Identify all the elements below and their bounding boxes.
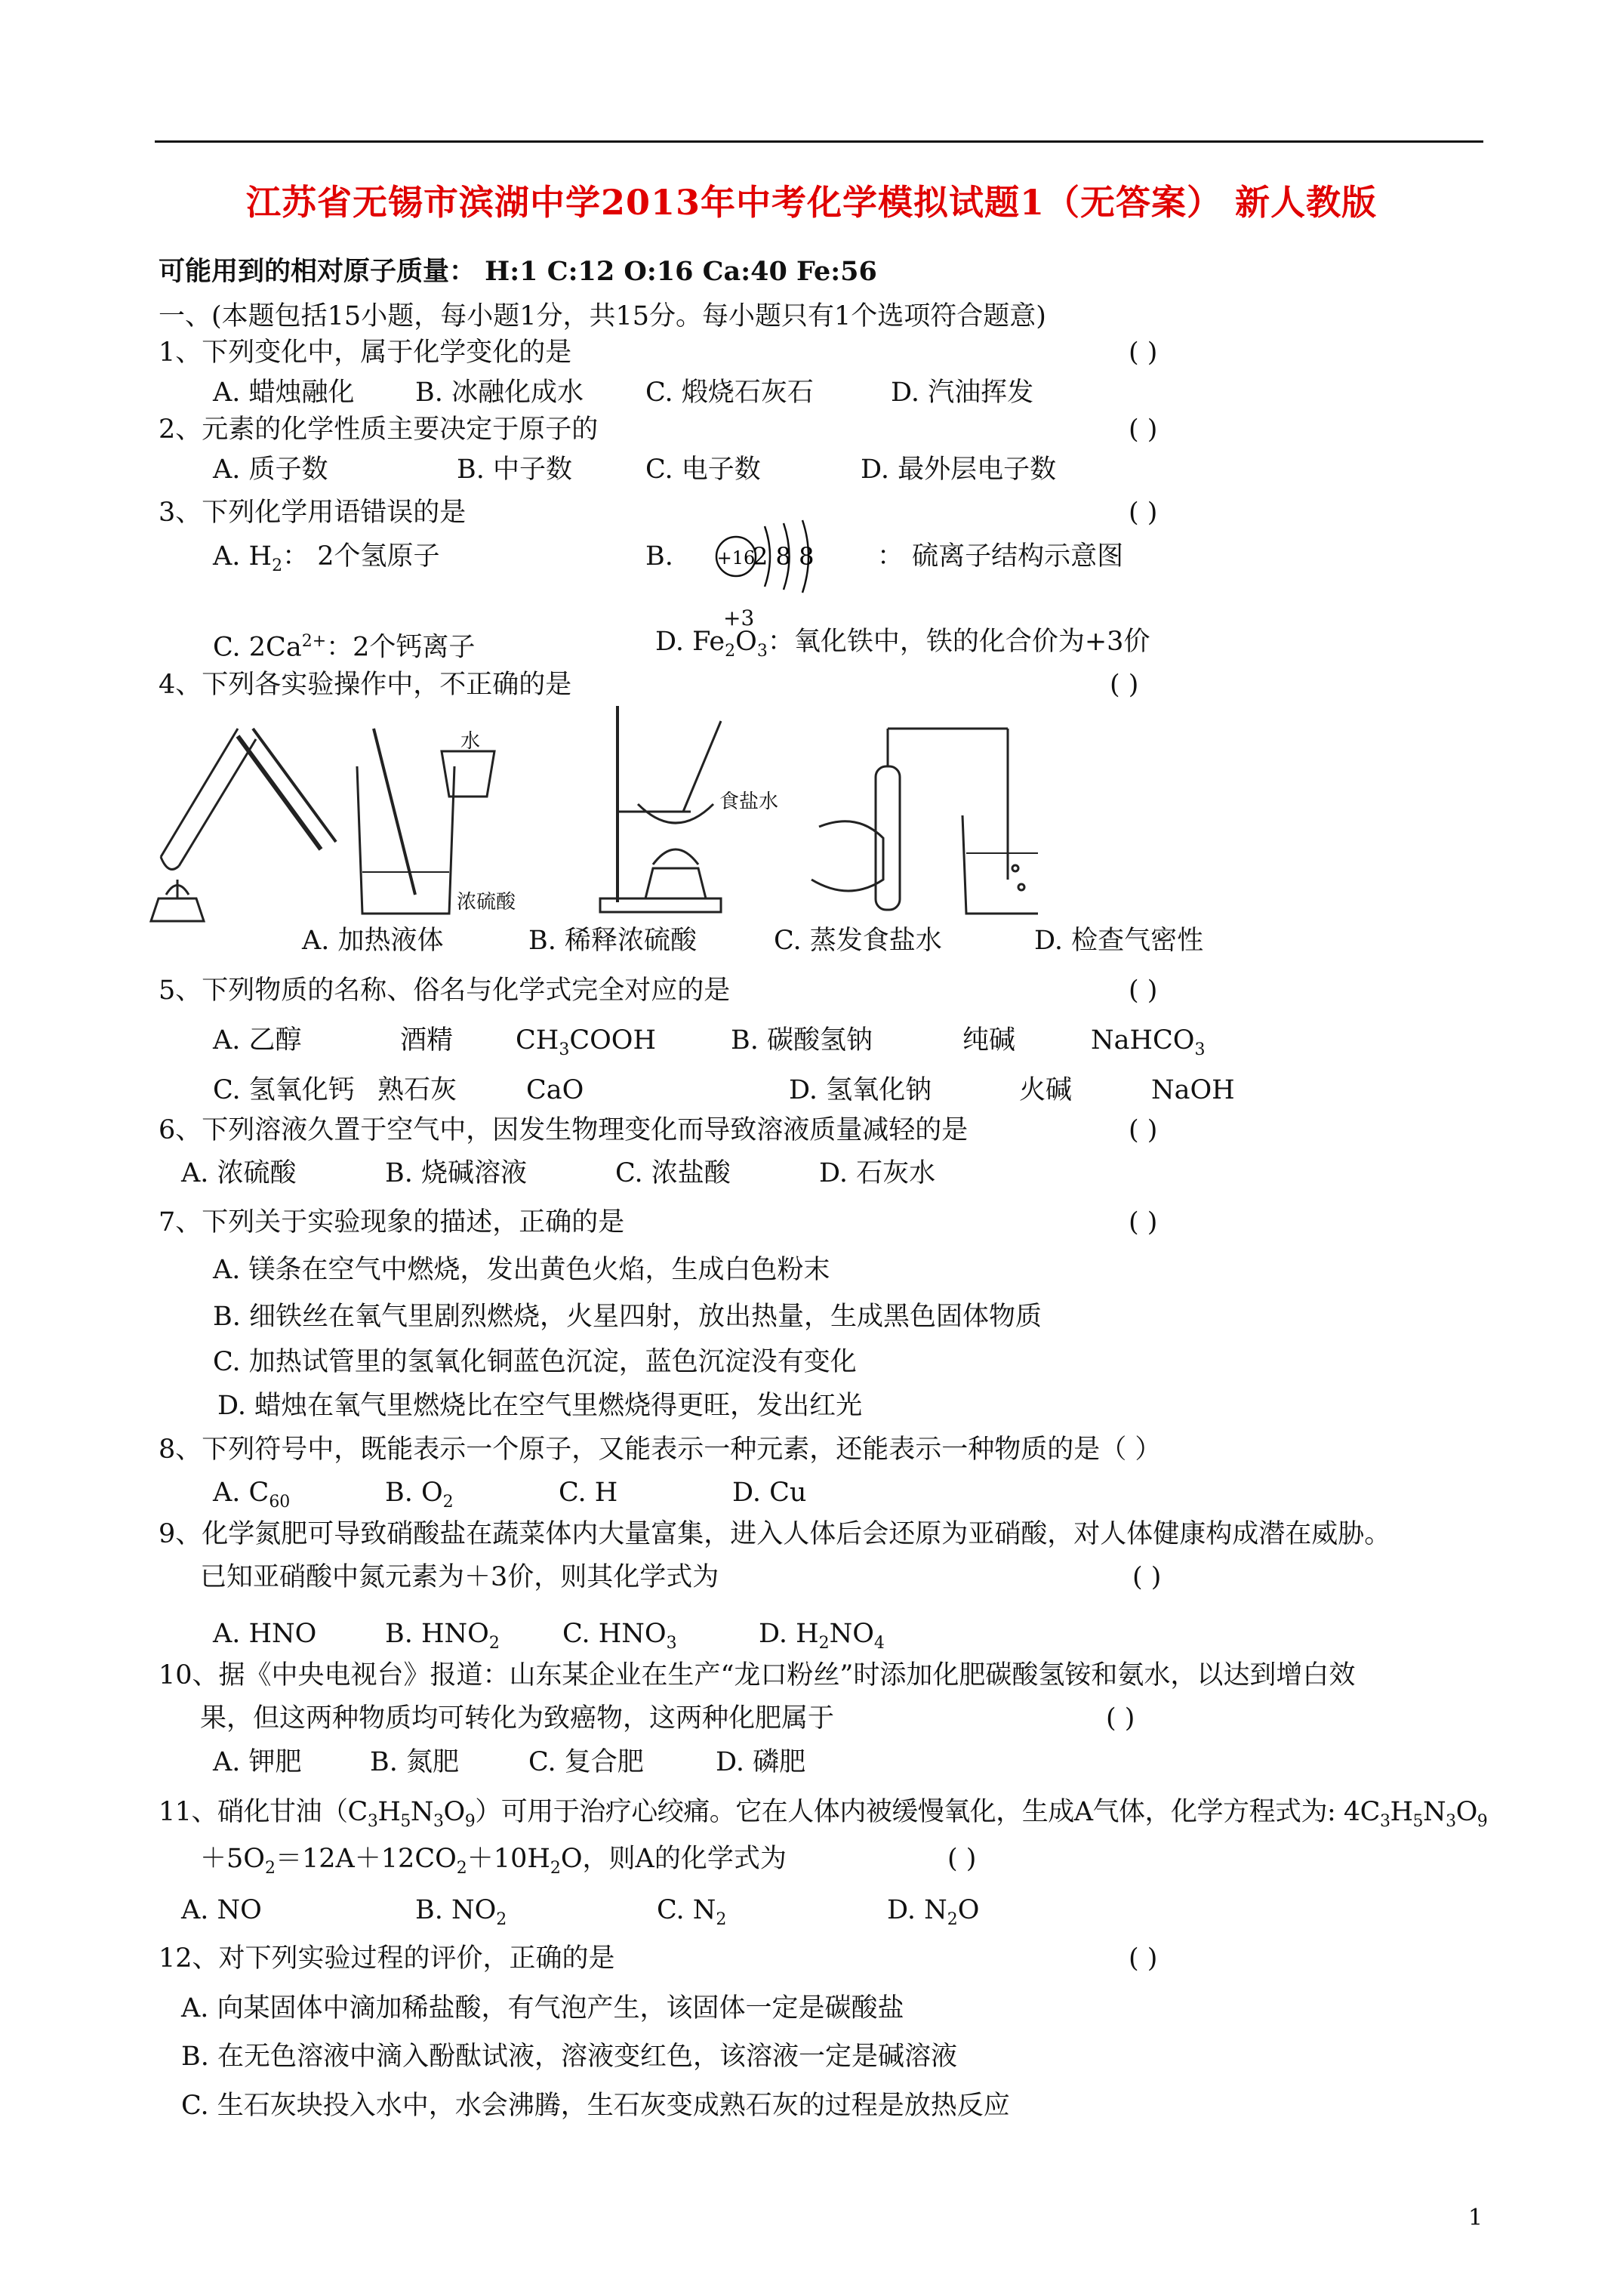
q1-option-a: A. 蜡烛融化 bbox=[213, 378, 355, 408]
q2-option-c: C. 电子数 bbox=[645, 455, 761, 485]
q9-stem-line2: 已知亚硝酸中氮元素为＋3价，则其化学式为 bbox=[200, 1562, 719, 1592]
q6-option-c: C. 浓盐酸 bbox=[615, 1158, 731, 1188]
q5-option-c-name: C. 氢氧化钙 bbox=[213, 1075, 355, 1105]
q2-stem: 2、元素的化学性质主要决定于原子的 bbox=[159, 415, 599, 445]
q7-option-a: A. 镁条在空气中燃烧，发出黄色火焰，生成白色粉末 bbox=[213, 1255, 830, 1285]
q3-option-c: C. $2Ca^{2+}$：2个钙离子 bbox=[213, 632, 476, 663]
q7-option-b: B. 细铁丝在氧气里剧烈燃烧，火星四射，放出热量，生成黑色固体物质 bbox=[213, 1302, 1042, 1332]
q12-stem: 12、对下列实验过程的评价，正确的是 bbox=[159, 1943, 615, 1974]
q3-stem: 3、下列化学用语错误的是 bbox=[159, 498, 467, 528]
q7-stem: 7、下列关于实验现象的描述，正确的是 bbox=[159, 1207, 625, 1237]
q5-option-b-formula: NaHCO$_3$ bbox=[1091, 1025, 1206, 1059]
q1-option-b: B. 冰融化成水 bbox=[415, 378, 584, 408]
q12-option-b: B. 在无色溶液中滴入酚酞试液，溶液变红色，该溶液一定是碱溶液 bbox=[181, 2042, 957, 2072]
q8-option-a: A. $C_{60}$ bbox=[213, 1478, 291, 1512]
q5-answer-blank: ( ) bbox=[1129, 975, 1158, 1006]
q4-option-d: D. 检查气密性 bbox=[1034, 926, 1204, 956]
q2-option-b: B. 中子数 bbox=[457, 455, 572, 485]
q8-stem: 8、下列符号中，既能表示一个原子，又能表示一种元素，还能表示一种物质的是（ ） bbox=[159, 1435, 1162, 1465]
q5-option-c-formula: CaO bbox=[526, 1075, 584, 1105]
q10-stem-line1: 10、据《中央电视台》报道：山东某企业在生产“龙口粉丝”时添加化肥碳酸氢铵和氨水，以达到增白效 bbox=[159, 1660, 1356, 1690]
q5-option-c-alias: 熟石灰 bbox=[377, 1075, 457, 1105]
q9-answer-blank: ( ) bbox=[1132, 1562, 1162, 1592]
q8-option-c: C. H bbox=[559, 1478, 618, 1508]
q5-option-b-alias: 纯碱 bbox=[962, 1025, 1016, 1056]
q11-answer-blank: ( ) bbox=[947, 1844, 977, 1874]
q5-stem: 5、下列物质的名称、俗名与化学式完全对应的是 bbox=[159, 975, 731, 1006]
q12-option-c: C. 生石灰块投入水中，水会沸腾，生石灰变成熟石灰的过程是放热反应 bbox=[181, 2091, 1010, 2121]
q3-option-b-text: ： 硫离子结构示意图 bbox=[877, 541, 1124, 572]
atomic-mass-line: 可能用到的相对原子质量： H:1 C:12 O:16 Ca:40 Fe:56 bbox=[159, 256, 877, 287]
evaporating-illustration bbox=[600, 706, 778, 912]
page-title: 江苏省无锡市滨湖中学2013年中考化学模拟试题1（无答案） 新人教版 bbox=[245, 182, 1378, 223]
q6-option-b: B. 烧碱溶液 bbox=[385, 1158, 527, 1188]
q4-experiment-illustrations bbox=[147, 706, 1038, 925]
q5-option-b-name: B. 碳酸氢钠 bbox=[731, 1025, 873, 1056]
q10-option-d: D. 磷肥 bbox=[716, 1747, 806, 1777]
electron-shell-counts: 2 8 8 bbox=[753, 542, 815, 571]
q2-option-a: A. 质子数 bbox=[213, 455, 328, 485]
q9-option-d: D. $H_2NO_4$ bbox=[759, 1619, 885, 1653]
q5-option-a-name: A. 乙醇 bbox=[213, 1025, 302, 1056]
diluting-acid-illustration bbox=[357, 729, 516, 914]
q3-answer-blank: ( ) bbox=[1129, 498, 1158, 528]
q6-stem: 6、下列溶液久置于空气中，因发生物理变化而导致溶液质量减轻的是 bbox=[159, 1115, 969, 1145]
section-1-heading: 一、(本题包括15小题，每小题1分，共15分。每小题只有1个选项符合题意) bbox=[159, 301, 1046, 331]
q11-stem-line1: 11、硝化甘油$(C_3H_5N_3O_9)$可用于治疗心绞痛。它在人体内被缓慢氧化，生成A气体，化学方程式为: $4C_3H_5N_3O_9$ bbox=[159, 1797, 1488, 1831]
q11-stem-line2: $+5O_2=12A+12CO_2+10H_2O$，则A的化学式为 bbox=[200, 1844, 787, 1878]
q3-option-b-label: B. bbox=[645, 541, 673, 572]
heating-liquid-illustration bbox=[151, 729, 336, 921]
q11-option-a: A. NO bbox=[181, 1895, 262, 1925]
q10-option-b: B. 氮肥 bbox=[370, 1747, 459, 1777]
nucleus-charge-label: +16 bbox=[716, 547, 756, 569]
q8-option-b: B. $O_2$ bbox=[385, 1478, 454, 1512]
q2-option-d: D. 最外层电子数 bbox=[861, 455, 1057, 485]
q7-option-d: D. 蜡烛在氧气里燃烧比在空气里燃烧得更旺，发出红光 bbox=[217, 1391, 863, 1421]
q9-option-b: B. $HNO_2$ bbox=[385, 1619, 500, 1653]
q1-option-c: C. 煅烧石灰石 bbox=[645, 378, 814, 408]
q7-answer-blank: ( ) bbox=[1129, 1207, 1158, 1237]
q9-option-c: C. $HNO_3$ bbox=[562, 1619, 677, 1653]
q2-answer-blank: ( ) bbox=[1129, 415, 1158, 445]
q11-option-b: B. $NO_2$ bbox=[415, 1895, 507, 1929]
q1-stem: 1、下列变化中，属于化学变化的是 bbox=[159, 337, 572, 368]
q5-option-d-name: D. 氢氧化钠 bbox=[789, 1075, 932, 1105]
q5-option-d-alias: 火碱 bbox=[1019, 1075, 1073, 1105]
q3-option-d-valence: +3 bbox=[723, 606, 755, 630]
q6-answer-blank: ( ) bbox=[1129, 1115, 1158, 1145]
q11-option-c: C. $N_2$ bbox=[657, 1895, 727, 1929]
q12-option-a: A. 向某固体中滴加稀盐酸，有气泡产生，该固体一定是碳酸盐 bbox=[181, 1993, 904, 2023]
q4-option-b: B. 稀释浓硫酸 bbox=[528, 926, 697, 956]
page-number: 1 bbox=[1468, 2205, 1483, 2231]
header-rule bbox=[155, 140, 1483, 143]
label-salt-water: 食盐水 bbox=[719, 791, 779, 813]
q5-option-a-formula: $CH_3COOH$ bbox=[516, 1025, 657, 1059]
label-concentrated-acid: 浓硫酸 bbox=[457, 891, 516, 914]
q1-answer-blank: ( ) bbox=[1129, 337, 1158, 368]
q8-option-d: D. Cu bbox=[732, 1478, 807, 1508]
label-water: 水 bbox=[460, 730, 481, 753]
q12-answer-blank: ( ) bbox=[1129, 1943, 1158, 1974]
q4-option-c: C. 蒸发食盐水 bbox=[774, 926, 942, 956]
q3-option-a: A. $H_2$： 2个氢原子 bbox=[213, 541, 440, 575]
q11-option-d: D. $N_2O$ bbox=[887, 1895, 980, 1929]
q6-option-a: A. 浓硫酸 bbox=[181, 1158, 297, 1188]
q9-stem-line1: 9、化学氮肥可导致硝酸盐在蔬菜体内大量富集，进入人体后会还原为亚硝酸，对人体健康构成潜在威胁。 bbox=[159, 1519, 1391, 1549]
q10-answer-blank: ( ) bbox=[1106, 1703, 1135, 1734]
q10-stem-line2: 果，但这两种物质均可转化为致癌物，这两种化肥属于 bbox=[200, 1703, 835, 1734]
q3-option-d: D. $Fe_2O_3$：氧化铁中，铁的化合价为+3价 bbox=[655, 627, 1150, 661]
q5-option-d-formula: NaOH bbox=[1151, 1075, 1235, 1105]
q4-answer-blank: ( ) bbox=[1110, 670, 1139, 700]
q5-option-a-alias: 酒精 bbox=[400, 1025, 454, 1056]
air-tightness-illustration bbox=[812, 729, 1038, 914]
q10-option-a: A. 钾肥 bbox=[213, 1747, 302, 1777]
q9-option-a: A. HNO bbox=[213, 1619, 317, 1649]
q6-option-d: D. 石灰水 bbox=[819, 1158, 936, 1188]
q10-option-c: C. 复合肥 bbox=[528, 1747, 644, 1777]
sulfide-ion-structure-diagram bbox=[706, 510, 857, 596]
q1-option-d: D. 汽油挥发 bbox=[891, 378, 1034, 408]
q4-stem: 4、下列各实验操作中，不正确的是 bbox=[159, 670, 572, 700]
q4-option-a: A. 加热液体 bbox=[302, 926, 444, 956]
q7-option-c: C. 加热试管里的氢氧化铜蓝色沉淀，蓝色沉淀没有变化 bbox=[213, 1347, 857, 1377]
